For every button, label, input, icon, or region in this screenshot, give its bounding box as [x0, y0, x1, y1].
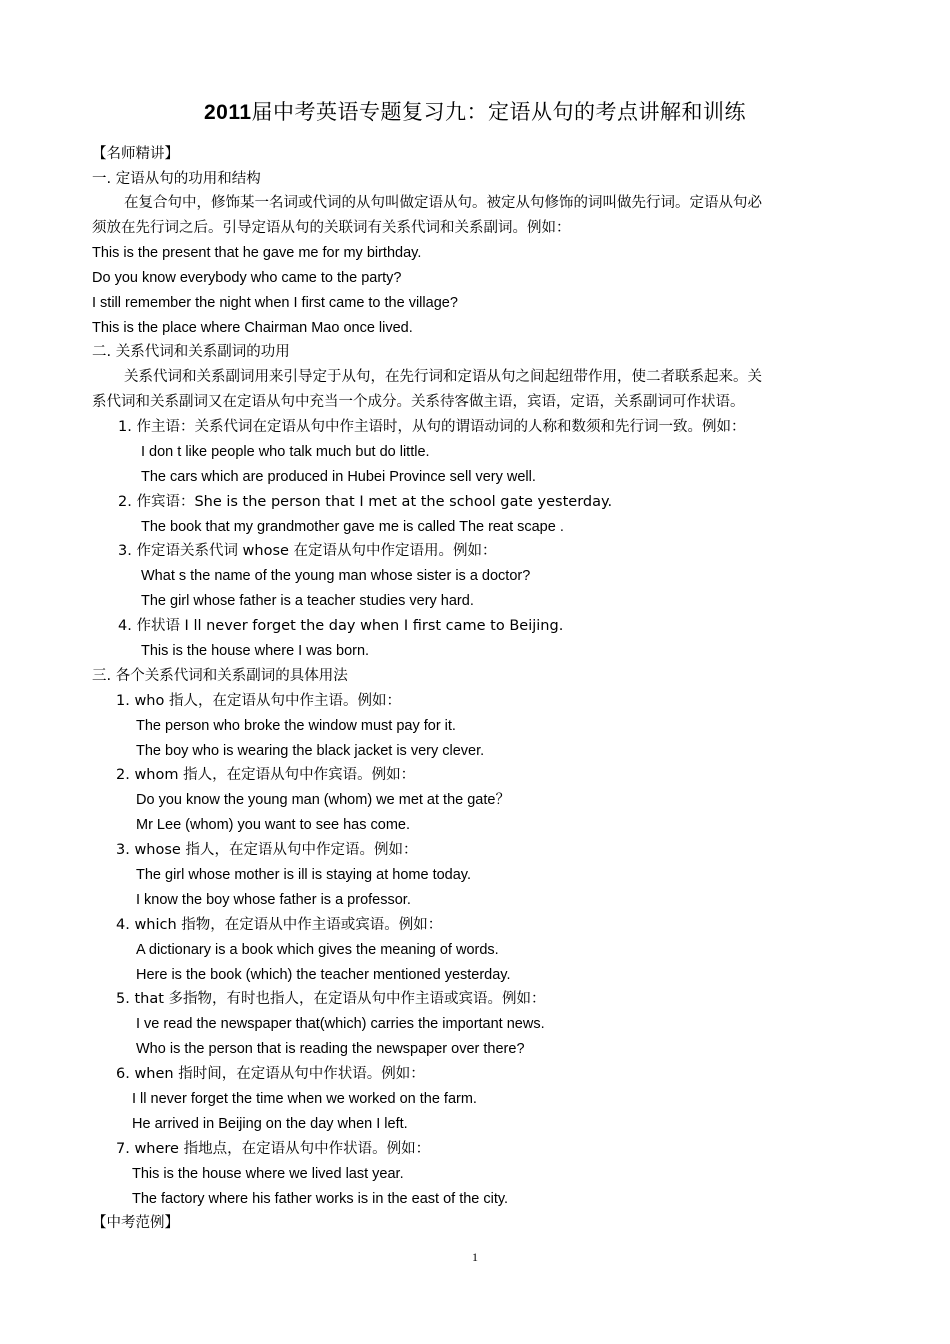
example-sentence: The factory where his father works is in the east of the city. — [132, 1191, 509, 1207]
example-sentence: The book that my grandmother gave me is called The reat scape . — [141, 519, 564, 535]
example-sentence: Do you know everybody who came to the party? — [92, 270, 402, 286]
list-item: 1. who 指人，在定语从句中作主语。例如： — [116, 693, 401, 709]
section-heading: 二. 关系代词和关系副词的功用 — [92, 344, 290, 360]
example-sentence: The person who broke the window must pay for it. — [136, 718, 456, 734]
paragraph-line: 系代词和关系副词又在定语从句中充当一个成分。关系待客做主语，宾语，定语，关系副词可作状语。 — [92, 394, 745, 410]
example-sentence: I know the boy whose father is a professor. — [136, 892, 411, 908]
example-sentence: Mr Lee (whom) you want to see has come. — [136, 817, 411, 833]
page-title — [0, 96, 950, 126]
page-number: 1 — [472, 1250, 478, 1264]
example-sentence: The boy who is wearing the black jacket is very clever. — [136, 743, 485, 759]
section-heading: 【名师精讲】 — [92, 146, 179, 162]
example-sentence: I still remember the night when I first came to the village? — [92, 295, 458, 311]
list-item: 5. that 多指物，有时也指人，在定语从句中作主语或宾语。例如： — [116, 991, 546, 1007]
paragraph-line: 在复合句中，修饰某一名词或代词的从句叫做定语从句。被定从句修饰的词叫做先行词。定语从句必 — [124, 195, 762, 211]
paragraph-line: 须放在先行词之后。引导定语从句的关联词有关系代词和关系副词。例如： — [92, 220, 571, 236]
example-sentence: Who is the person that is reading the newspaper over there? — [136, 1041, 525, 1057]
list-item: 4. which 指物，在定语从中作主语或宾语。例如： — [116, 917, 443, 933]
example-sentence: The girl whose father is a teacher studies very hard. — [141, 593, 474, 609]
example-sentence: Do you know the young man (whom) we met at the gate？ — [136, 792, 510, 808]
example-sentence: A dictionary is a book which gives the meaning of words. — [136, 942, 499, 958]
example-sentence: I ve read the newspaper that(which) carries the important news. — [136, 1016, 545, 1032]
paragraph-line: 关系代词和关系副词用来引导定于从句，在先行词和定语从句之间起纽带作用，使二者联系起来。关 — [124, 369, 762, 385]
section-heading: 三. 各个关系代词和关系副词的具体用法 — [92, 668, 348, 684]
example-sentence: Here is the book (which) the teacher mentioned yesterday. — [136, 967, 511, 983]
example-sentence: The girl whose mother is ill is staying at home today. — [136, 867, 471, 883]
example-sentence: This is the house where we lived last year. — [132, 1166, 404, 1182]
list-item: 2. 作宾语：She is the person that I met at the school gate yesterday. — [118, 494, 613, 510]
example-sentence: What s the name of the young man whose sister is a doctor? — [141, 568, 531, 584]
example-sentence: He arrived in Beijing on the day when I left. — [132, 1116, 408, 1132]
example-sentence: I ll never forget the time when we worked on the farm. — [132, 1091, 477, 1107]
example-sentence: I don t like people who talk much but do little. — [141, 444, 430, 460]
example-sentence: This is the place where Chairman Mao once lived. — [92, 320, 413, 336]
title-year: 2011 — [203, 101, 252, 124]
list-item: 4. 作状语 I ll never forget the day when I first came to Beijing. — [118, 618, 564, 634]
example-sentence: This is the house where I was born. — [141, 643, 370, 659]
list-item: 7. where 指地点，在定语从句中作状语。例如： — [116, 1141, 431, 1157]
section-heading: 【中考范例】 — [92, 1215, 179, 1231]
list-item: 3. 作定语关系代词 whose 在定语从句中作定语用。例如： — [118, 543, 497, 559]
list-item: 1. 作主语：关系代词在定语从句中作主语时，从句的谓语动词的人称和数须和先行词一致。例如： — [118, 419, 746, 435]
section-heading: 一. 定语从句的功用和结构 — [92, 171, 261, 187]
list-item: 2. whom 指人，在定语从句中作宾语。例如： — [116, 767, 416, 783]
title-text: 届中考英语专题复习九：定语从句的考点讲解和训练 — [251, 100, 747, 124]
list-item: 3. whose 指人，在定语从句中作定语。例如： — [116, 842, 418, 858]
example-sentence: This is the present that he gave me for my birthday. — [92, 245, 422, 261]
example-sentence: The cars which are produced in Hubei Province sell very well. — [141, 469, 536, 485]
list-item: 6. when 指时间，在定语从句中作状语。例如： — [116, 1066, 425, 1082]
